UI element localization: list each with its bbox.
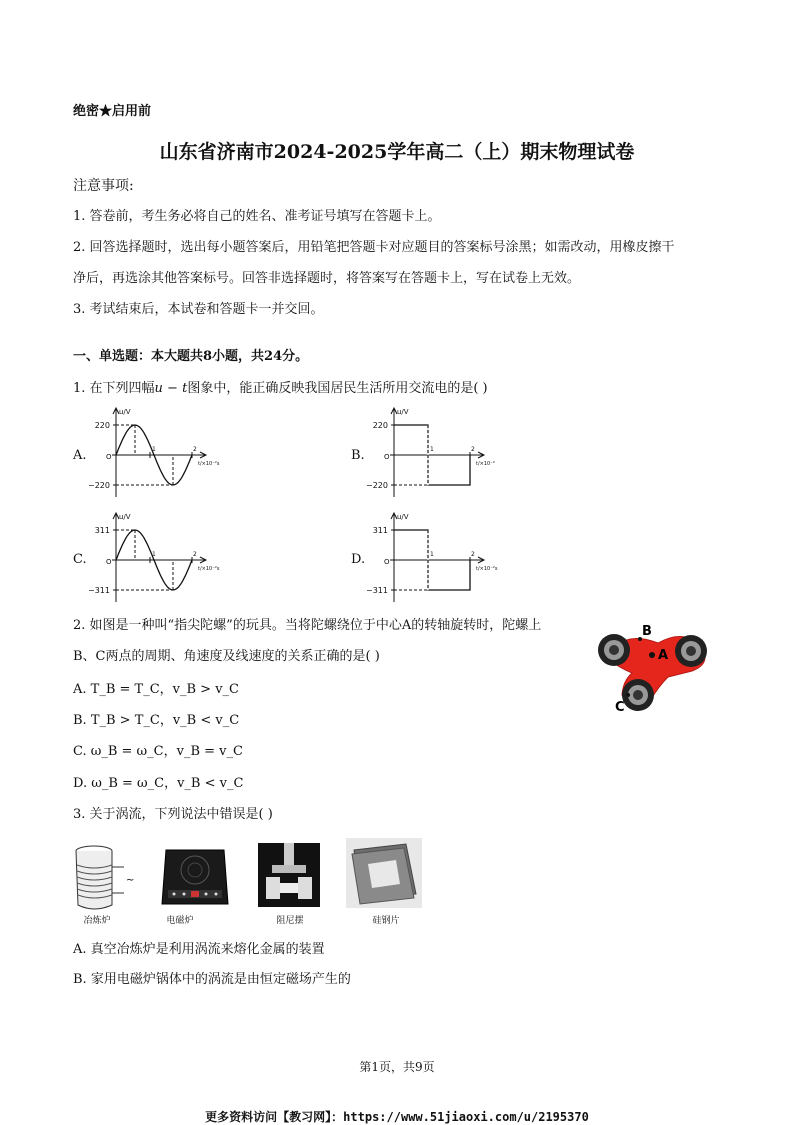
notice-item-2: 2. 回答选择题时，选出每小题答案后，用铅笔把答题卡对应题目的答案标号涂黑；如需改动，用橡皮擦干 xyxy=(73,240,675,255)
spinner-label-c: C xyxy=(615,700,625,715)
tick-label-2: 2 xyxy=(471,551,475,558)
y-axis-label: u/V xyxy=(397,513,409,521)
q2-stem-line1: 2. 如图是一种叫“指尖陀螺”的玩具。当将陀螺绕位于中心A的转轴旋转时，陀螺上 xyxy=(73,618,542,633)
q3-option-b: B. 家用电磁炉锅体中的涡流是由恒定磁场产生的 xyxy=(73,972,351,987)
y-axis-label: u/V xyxy=(119,513,131,521)
caption-furnace: 冶炼炉 xyxy=(83,916,111,926)
tick-label-2: 2 xyxy=(193,551,197,558)
q2-option-a: A. T_B = T_C，v_B > v_C xyxy=(73,682,239,697)
graph-d xyxy=(366,510,516,606)
q3-option-a: A. 真空冶炼炉是利用涡流来熔化金属的装置 xyxy=(73,942,325,957)
origin-label: O xyxy=(384,558,390,566)
graph-b xyxy=(366,405,516,501)
q1-stem-suffix: 图象中，能正确反映我国居民生活所用交流电的是( ) xyxy=(187,381,488,396)
spinner-label-b: B xyxy=(642,624,652,639)
notice-heading: 注意事项: xyxy=(73,178,134,194)
q1-option-a-label: A. xyxy=(73,448,87,463)
peak-label: 220 xyxy=(372,421,388,430)
section-heading: 一、单选题：本大题共8小题，共24分。 xyxy=(73,349,309,364)
q1-stem-prefix: 1. 在下列四幅 xyxy=(73,381,155,396)
q1-option-d-label: D. xyxy=(351,552,366,567)
peak-label: 311 xyxy=(372,526,388,535)
neg-peak-label: −311 xyxy=(366,586,388,595)
q2-option-d: D. ω_B = ω_C，v_B < v_C xyxy=(73,776,244,791)
notice-item-3: 3. 考试结束后，本试卷和答题卡一并交回。 xyxy=(73,302,324,317)
tick-label-2: 2 xyxy=(193,446,197,453)
neg-peak-label: −311 xyxy=(88,586,110,595)
page-title: 山东省济南市2024-2025学年高二（上）期末物理试卷 xyxy=(159,141,635,163)
q2-option-b: B. T_B > T_C，v_B < v_C xyxy=(73,713,240,728)
tick-label-1: 1 xyxy=(430,446,434,453)
tick-label-1: 1 xyxy=(430,551,434,558)
svg-text:~: ~ xyxy=(126,875,135,886)
q2-stem-line2: B、C两点的周期、角速度及线速度的关系正确的是( ) xyxy=(73,649,380,664)
origin-label: O xyxy=(384,453,390,461)
secret-label: 绝密★启用前 xyxy=(73,104,152,119)
damping-pendulum-image xyxy=(258,843,320,907)
footer-link[interactable]: 更多资料访问【教习网】：https://www.51jiaoxi.com/u/2195370 xyxy=(205,1110,589,1124)
graph-a xyxy=(88,405,238,501)
silicon-steel-image xyxy=(346,838,422,908)
neg-peak-label: −220 xyxy=(88,481,110,490)
tick-label-2: 2 xyxy=(471,446,475,453)
x-axis-label: t/×10⁻²s xyxy=(476,566,498,572)
peak-label: 311 xyxy=(94,526,110,535)
origin-label: O xyxy=(106,558,112,566)
graph-c xyxy=(88,510,238,606)
q1-stem-var: u − t xyxy=(154,381,188,396)
caption-silicon-steel: 硅钢片 xyxy=(372,916,400,926)
page-number: 第1页，共9页 xyxy=(359,1060,435,1074)
origin-label: O xyxy=(106,453,112,461)
y-axis-label: u/V xyxy=(119,408,131,416)
smelting-furnace-image xyxy=(72,843,142,913)
y-axis-label: u/V xyxy=(397,408,409,416)
fidget-spinner-figure xyxy=(588,615,722,720)
x-axis-label: t/×10⁻²s xyxy=(198,566,220,572)
q1-stem xyxy=(73,380,488,398)
tick-label-1: 1 xyxy=(152,446,156,453)
spinner-label-a: A xyxy=(658,648,669,663)
x-axis-label: t/×10⁻² xyxy=(476,461,495,467)
caption-cooker: 电磁炉 xyxy=(166,916,194,926)
caption-pendulum: 阻尼摆 xyxy=(276,916,304,926)
q2-option-c: C. ω_B = ω_C，v_B = v_C xyxy=(73,744,243,759)
x-axis-label: t/×10⁻²s xyxy=(198,461,220,467)
q3-stem: 3. 关于涡流，下列说法中错误是( ) xyxy=(73,807,273,822)
notice-item-2-cont: 净后，再选涂其他答案标号。回答非选择题时，将答案写在答题卡上，写在试卷上无效。 xyxy=(73,271,581,286)
notice-item-1: 1. 答卷前，考生务必将自己的姓名、准考证号填写在答题卡上。 xyxy=(73,209,441,224)
q1-option-c-label: C. xyxy=(73,552,87,567)
q1-option-b-label: B. xyxy=(351,448,365,463)
tick-label-1: 1 xyxy=(152,551,156,558)
peak-label: 220 xyxy=(94,421,110,430)
neg-peak-label: −220 xyxy=(366,481,388,490)
induction-cooker-image xyxy=(160,846,230,908)
